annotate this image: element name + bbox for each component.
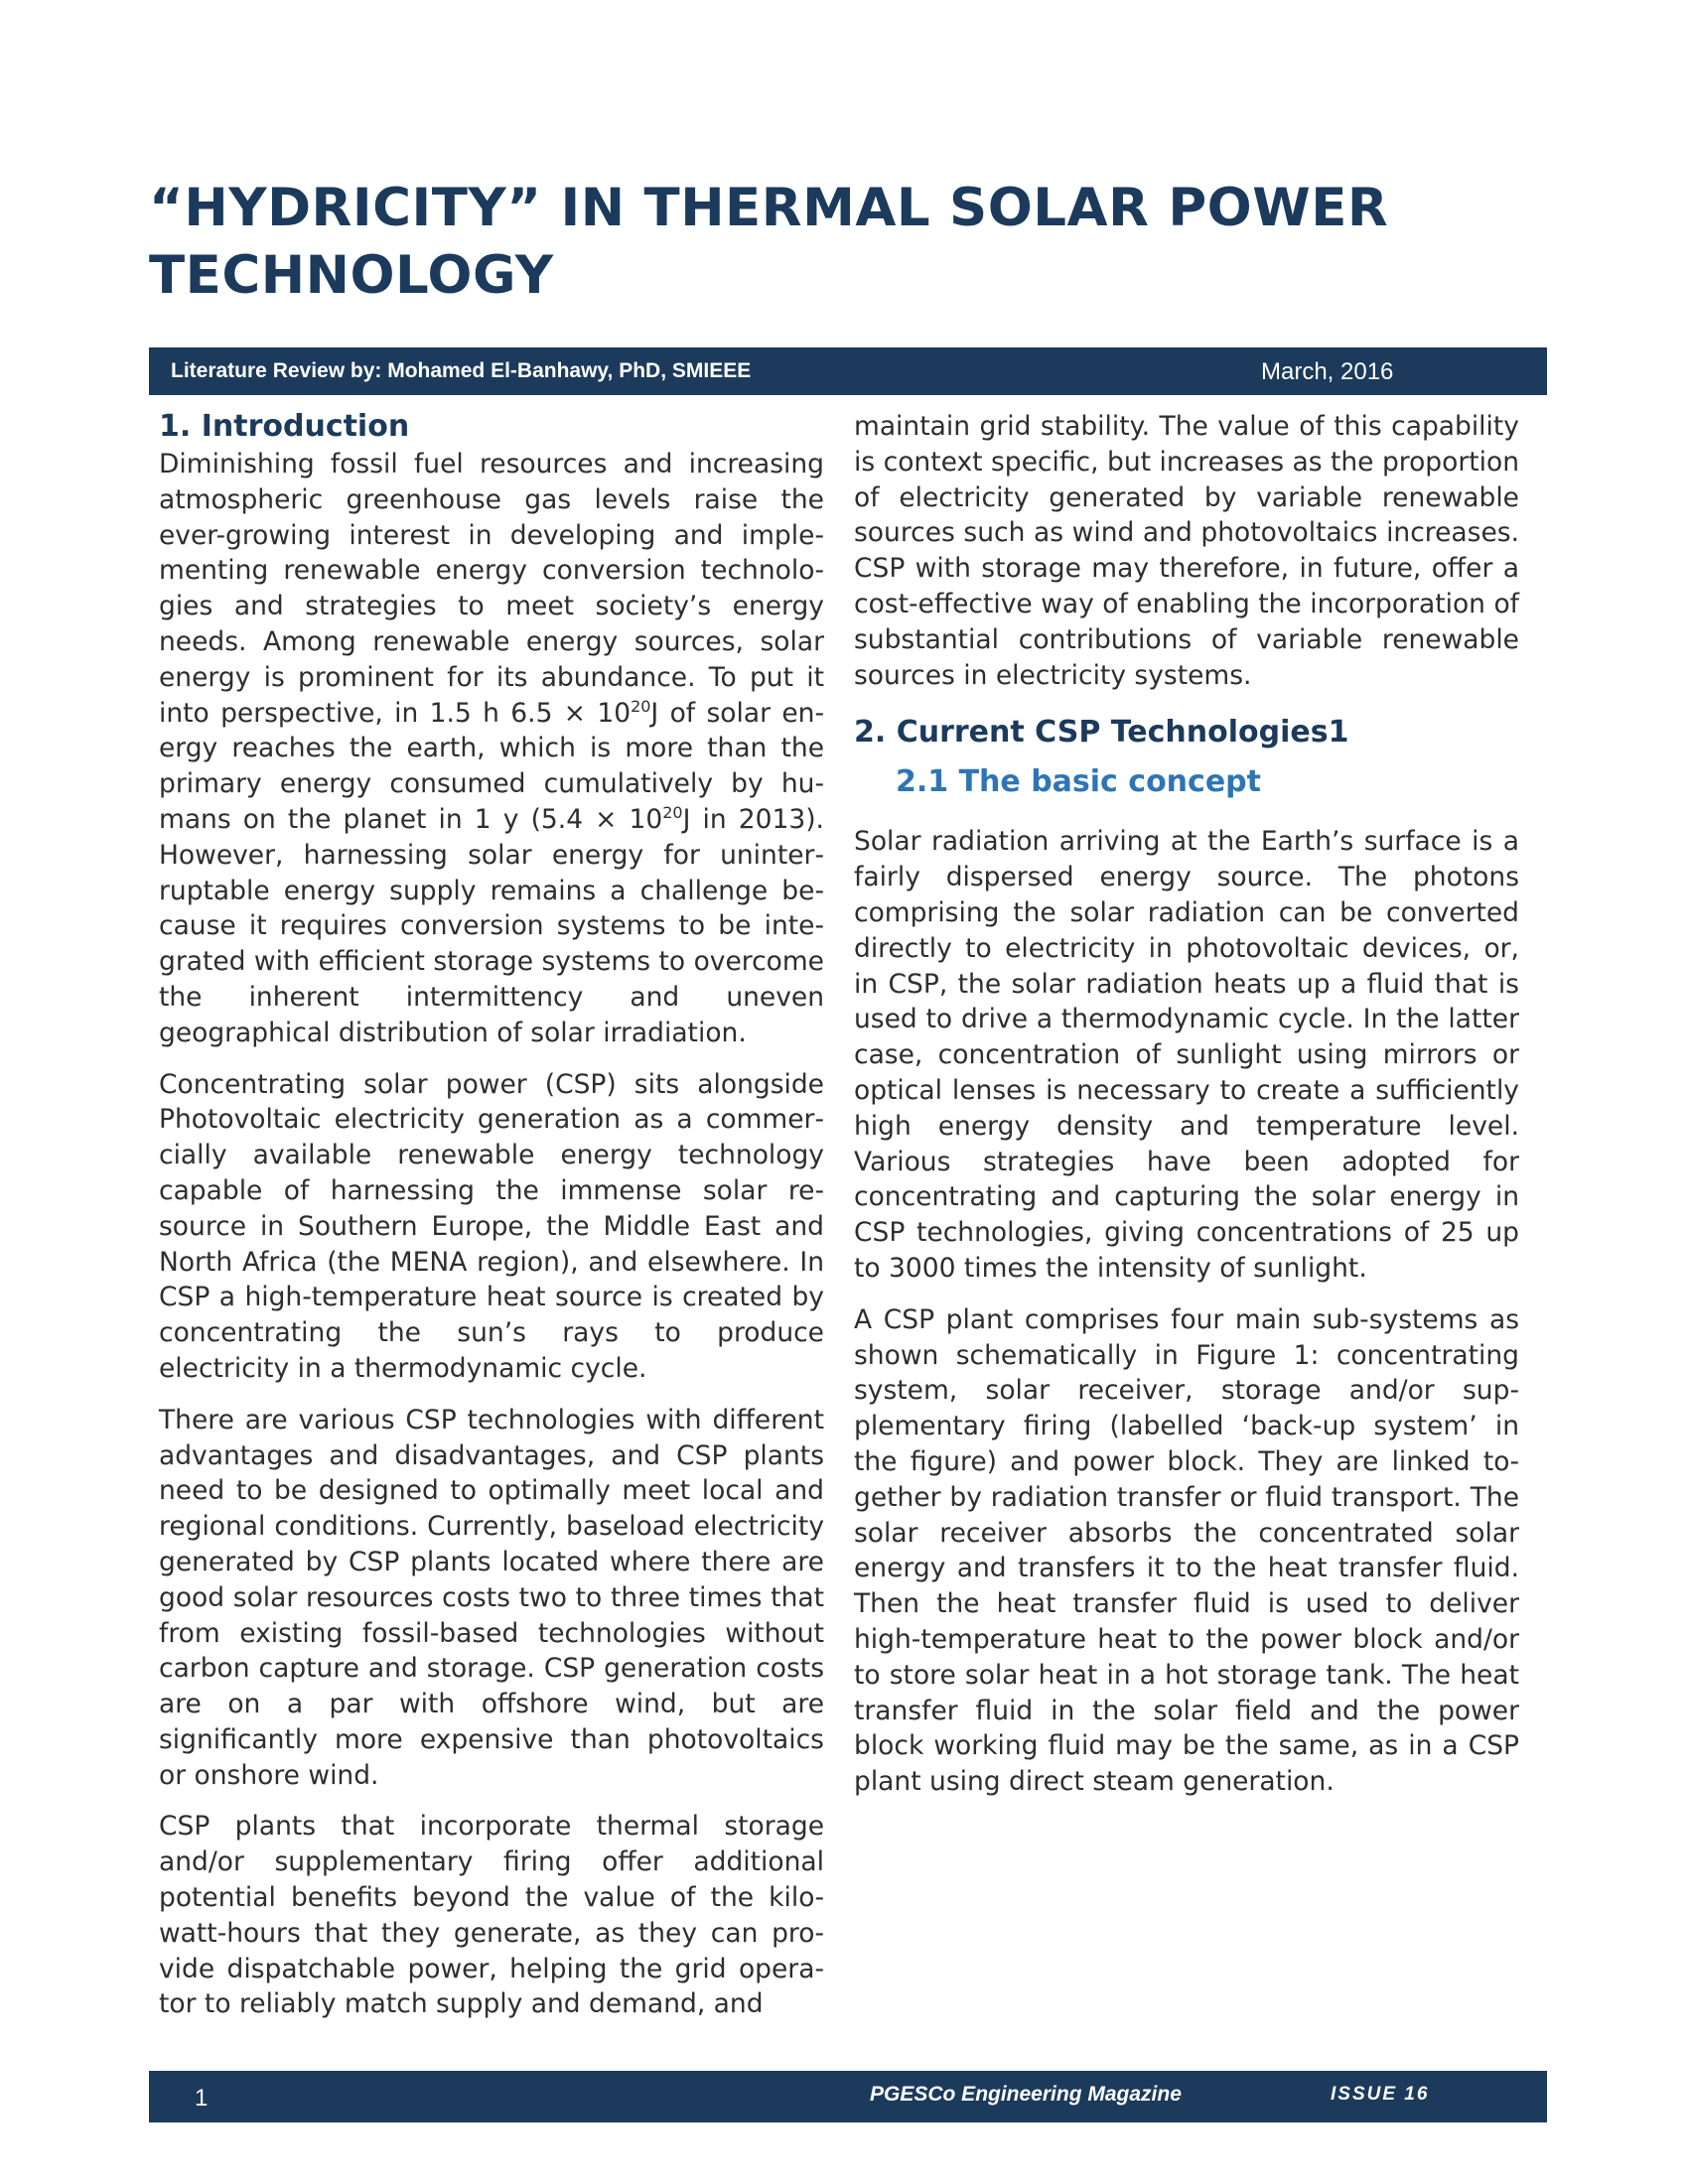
author-byline: Literature Review by: Mohamed El-Banhawy, PhD, SMIEEE — [171, 359, 752, 382]
paragraph: There are various CSP technologies with different advantages and disadvantages, and CSP plants need to be designed to optimally meet local and regional conditions. Currently, baseload electricity generated by CSP plants located where there are good solar resources costs two to three times that from existing fossil-based technologies without carbon capture and storage. CSP generation costs are on a par with offshore wind, but are significantly more expensive than photovoltaics or onshore wind. — [159, 1404, 824, 1791]
footer-bar — [149, 2071, 1547, 2122]
section-heading-csp-technologies: 2. Current CSP Technologies1 — [854, 715, 1349, 751]
publication-date: March, 2016 — [1261, 358, 1394, 385]
section-heading-introduction: 1. Introduction — [159, 409, 410, 444]
byline-bar — [149, 347, 1547, 395]
paragraph: Solar radiation arriving at the Earth’s surface is a fairly dispersed energy source. The photons comprising the solar radiation can be converted directly to electricity in photovoltaic devices, or, in CSP, the solar radiation heats up a fluid that is used to drive a thermodynamic cycle. In the latter case, concentration of sunlight using mirrors or optical lenses is necessary to create a sufficiently high energy density and temperature level. Various strategies have been adopted for concentrating and capturing the solar energy in CSP technologies, giving concentrations of 25 up to 3000 times the intensity of sunlight. — [854, 826, 1519, 1284]
paragraph-text: Diminishing fossil fuel resources and increasing atmospheric greenhouse gas levels raise the ever-growing interest in developing and implementing renewable energy conversion technologies and strategies to meet society’s energy needs. Among renewable energy sources, solar energy is prominent for its abundance. To put it into perspective, in 1.5 h 6.5 × 10 — [159, 449, 824, 729]
subsection-heading-basic-concept: 2.1 The basic concept — [896, 764, 1261, 800]
superscript: 20 — [631, 696, 651, 716]
paragraph-text: J in 2013). However, harnessing solar energy for uninterruptable energy supply remains a challenge because it requires conversion systems to be integrated with efficient storage systems to overcome the inherent intermittency and uneven geographical distribution of solar irradiation. — [159, 803, 824, 1048]
paragraph: A CSP plant comprises four main sub-systems as shown schematically in Figure 1: concentrating system, solar receiver, storage and/or supplementary firing (labelled ‘back-up system’ in the figure) and power block. They are linked together by radiation transfer or fluid transport. The solar receiver absorbs the concentrated solar energy and transfers it to the heat transfer fluid. Then the heat transfer fluid is used to deliver high-temperature heat to the power block and/or to store solar heat in a hot storage tank. The heat transfer fluid in the solar field and the power block working fluid may be the same, as in a CSP plant using direct steam generation. — [854, 1303, 1519, 1798]
paragraph: maintain grid stability. The value of this capability is context specific, but increases as the proportion of electricity generated by variable renewable sources such as wind and photovoltaics increases. CSP with storage may therefore, in future, offer a cost-effective way of enabling the incorporation of substantial contributions of variable renewable sources in electricity systems. — [854, 411, 1519, 691]
paragraph-text: J of solar energy reaches the earth, which is more than the primary energy consumed cumulatively by humans on the planet in 1 y (5.4 × 10 — [159, 697, 825, 835]
paragraph — [159, 447, 824, 1051]
magazine-name: PGESCo Engineering Magazine — [870, 2083, 1182, 2106]
left-column — [159, 407, 824, 2038]
paragraph: Concentrating solar power (CSP) sits alongside Photovoltaic electricity generation as a commercially available renewable energy technology capable of harnessing the immense solar resource in Southern Europe, the Middle East and North Africa (the MENA region), and elsewhere. In CSP a high-temperature heat source is created by concentrating the sun’s rays to produce electricity in a thermodynamic cycle. — [159, 1068, 824, 1384]
paragraph: CSP plants that incorporate thermal storage and/or supplementary firing offer additional potential benefits beyond the value of the kilowatt-hours that they generate, as they can provide dispatchable power, helping the grid operator to reliably match supply and demand, and — [159, 1811, 824, 2020]
page-number: 1 — [195, 2085, 209, 2112]
superscript: 20 — [662, 803, 683, 823]
issue-number: ISSUE 16 — [1331, 2084, 1430, 2105]
right-column — [854, 409, 1519, 1816]
article-title: “HYDRICITY” IN THERMAL SOLAR POWER TECHNOLOGY — [149, 178, 1389, 306]
